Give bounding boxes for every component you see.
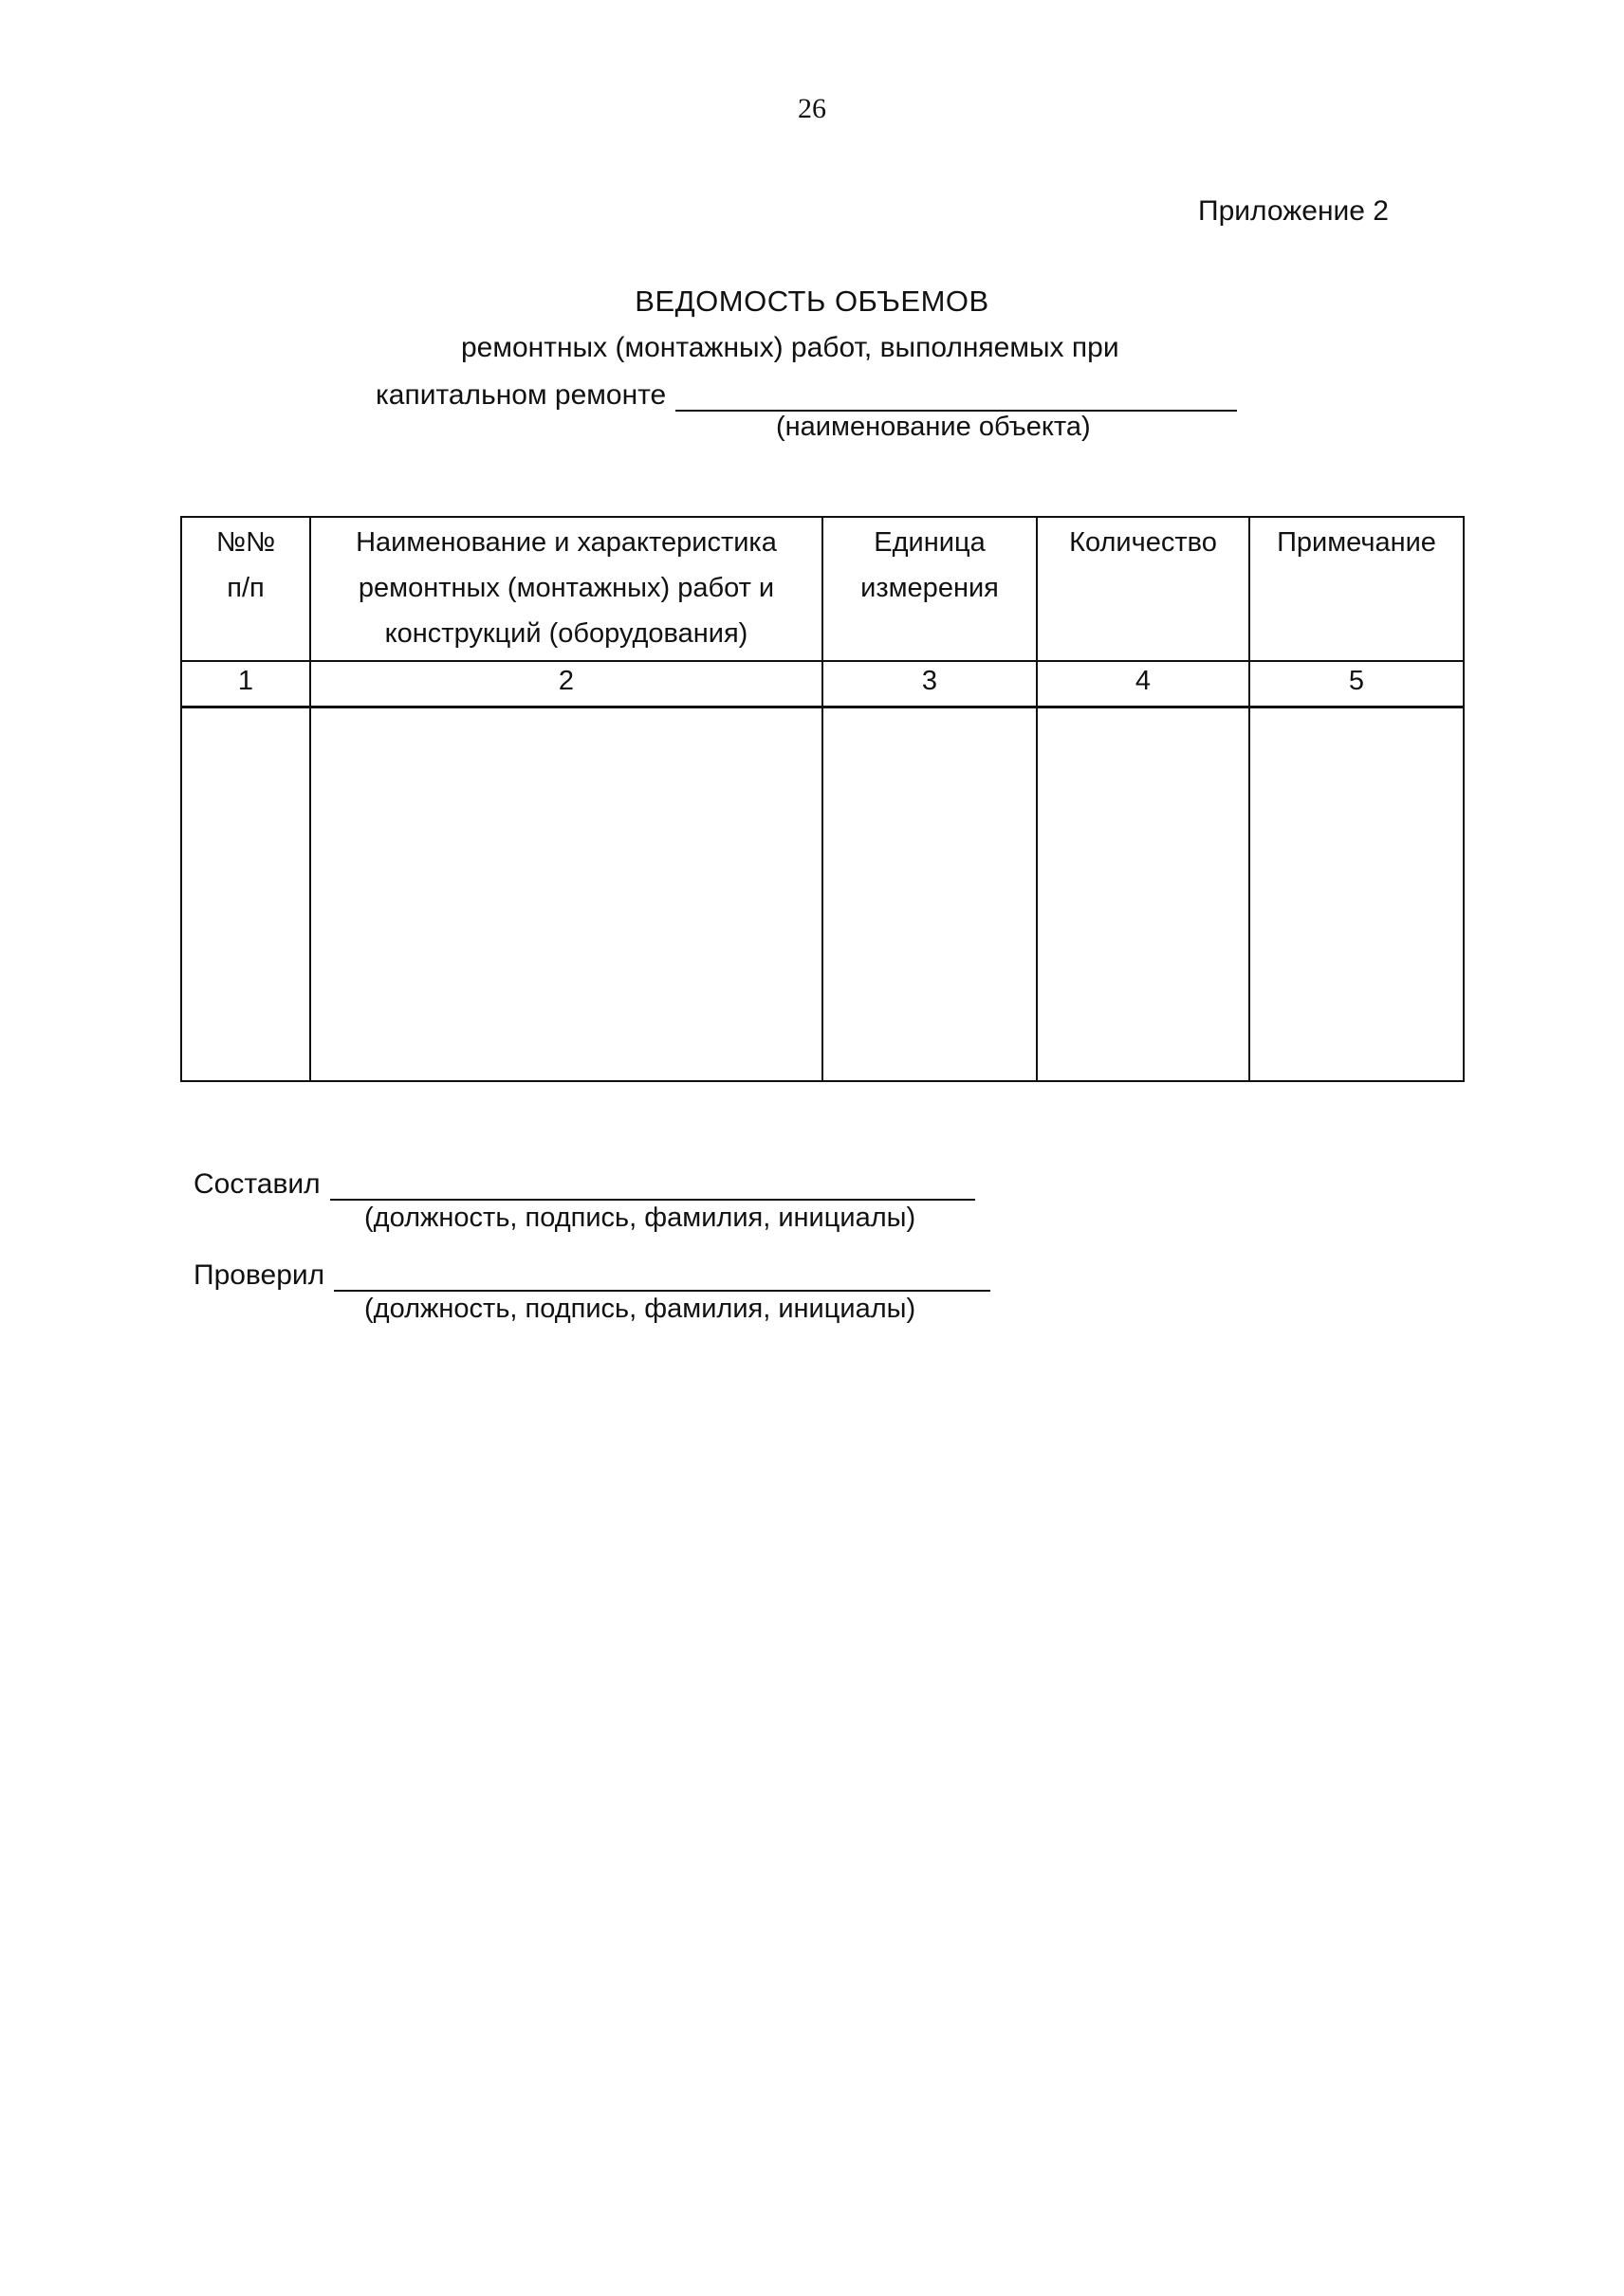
table-cell[interactable] bbox=[822, 707, 1037, 1082]
object-name-field[interactable] bbox=[675, 385, 1237, 412]
column-number: 3 bbox=[822, 661, 1037, 707]
object-name-line bbox=[376, 379, 1237, 412]
compiled-by-label: Составил bbox=[194, 1168, 321, 1200]
compiled-by-field[interactable] bbox=[330, 1174, 975, 1201]
column-number-row bbox=[181, 661, 1464, 707]
table-cell[interactable] bbox=[1249, 707, 1464, 1082]
volume-table bbox=[180, 516, 1465, 1082]
appendix-label: Приложение 2 bbox=[1198, 195, 1389, 227]
table-cell[interactable] bbox=[310, 707, 822, 1082]
compiled-by-line bbox=[194, 1168, 975, 1201]
header-note: Примечание bbox=[1249, 517, 1464, 661]
column-number: 4 bbox=[1037, 661, 1249, 707]
document-subtitle: ремонтных (монтажных) работ, выполняемых при bbox=[461, 332, 1119, 363]
object-name-hint: (наименование объекта) bbox=[776, 412, 1091, 442]
compiled-by-hint: (должность, подпись, фамилия, инициалы) bbox=[364, 1203, 916, 1233]
header-quantity: Количество bbox=[1037, 517, 1249, 661]
header-row-number: №№ п/п bbox=[181, 517, 310, 661]
column-number: 5 bbox=[1249, 661, 1464, 707]
document-title: ВЕДОМОСТЬ ОБЪЕМОВ bbox=[635, 285, 989, 318]
checked-by-hint: (должность, подпись, фамилия, инициалы) bbox=[364, 1294, 916, 1324]
header-unit: Единица измерения bbox=[822, 517, 1037, 661]
header-work-name: Наименование и характеристика ремонтных (монтажных) работ и конструкций (оборудования) bbox=[310, 517, 822, 661]
column-number: 1 bbox=[181, 661, 310, 707]
checked-by-label: Проверил bbox=[194, 1259, 325, 1291]
table-header-row bbox=[181, 517, 1464, 661]
table-row bbox=[181, 707, 1464, 1082]
column-number: 2 bbox=[310, 661, 822, 707]
checked-by-field[interactable] bbox=[334, 1265, 990, 1292]
table-cell[interactable] bbox=[181, 707, 310, 1082]
page-number: 26 bbox=[798, 93, 826, 124]
checked-by-line bbox=[194, 1259, 990, 1292]
table-cell[interactable] bbox=[1037, 707, 1249, 1082]
object-line-label: капитальном ремонте bbox=[376, 379, 667, 411]
